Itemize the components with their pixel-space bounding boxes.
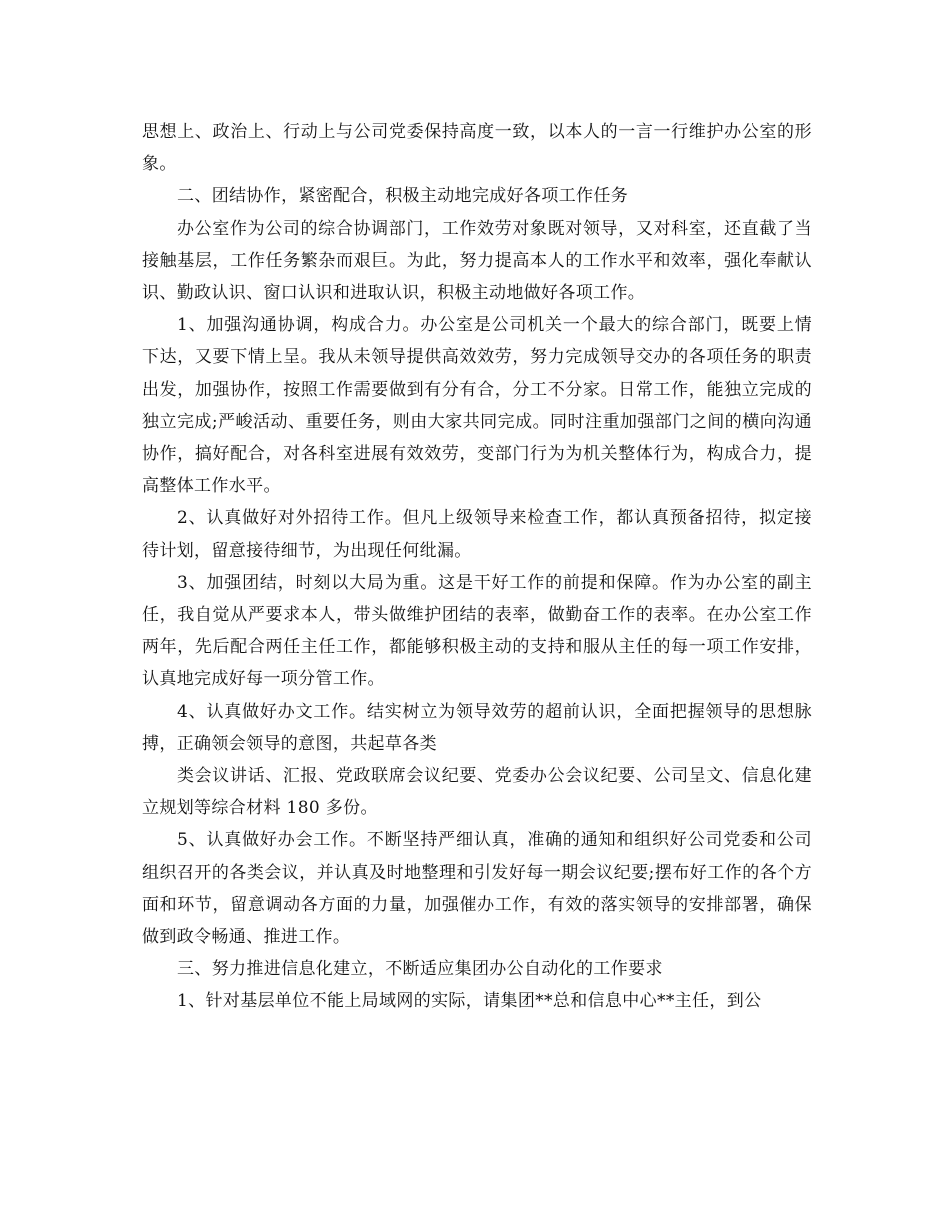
paragraph: 5、认真做好办会工作。不断坚持严细认真，准确的通知和组织好公司党委和公司组织召开的各类会议，并认真及时地整理和引发好每一期会议纪要;摆布好工作的各个方面和环节，留意调动各方面的力量，加强催办工作，有效的落实领导的安排部署，确保做到政令畅通、推进工作。 bbox=[142, 830, 812, 948]
paragraph: 1、加强沟通协调，构成合力。办公室是公司机关一个最大的综合部门，既要上情下达，又要下情上呈。我从未领导提供高效效劳，努力完成领导交办的各项任务的职责出发，加强协作，按照工作需要做到有分有合，分工不分家。日常工作，能独立完成的独立完成;严峻活动、重要任务，则由大家共同完成。同时注重加强部门之间的横向沟通协作，搞好配合，对各科室进展有效效劳，变部门行为为机关整体行为，构成合力，提高整体工作水平。 bbox=[142, 315, 812, 497]
section-heading: 三、努力推进信息化建立，不断适应集团办公自动化的工作要求 bbox=[177, 959, 663, 980]
paragraph: 思想上、政治上、行动上与公司党委保持高度一致，以本人的一言一行维护办公室的形象。 bbox=[142, 122, 812, 175]
paragraph: 1、针对基层单位不能上局域网的实际，请集团**总和信息中心**主任，到公 bbox=[177, 991, 762, 1012]
section-heading: 二、团结协作，紧密配合，积极主动地完成好各项工作任务 bbox=[177, 186, 629, 207]
paragraph: 2、认真做好对外招待工作。但凡上级领导来检查工作，都认真预备招待，拟定接待计划，留意接待细节，为出现任何纰漏。 bbox=[142, 508, 812, 561]
paragraph: 4、认真做好办文工作。结实树立为领导效劳的超前认识，全面把握领导的思想脉搏，正确领会领导的意图，共起草各类 bbox=[142, 701, 812, 754]
paragraph: 类会议讲话、汇报、党政联席会议纪要、党委办公会议纪要、公司呈文、信息化建立规划等综合材料 180 多份。 bbox=[142, 766, 812, 819]
paragraph: 办公室作为公司的综合协调部门，工作效劳对象既对领导，又对科室，还直截了当接触基层，工作任务繁杂而艰巨。为此，努力提高本人的工作水平和效率，强化奉献认识、勤政认识、窗口认识和进取认识，积极主动地做好各项工作。 bbox=[142, 218, 812, 304]
paragraph: 3、加强团结，时刻以大局为重。这是干好工作的前提和保障。作为办公室的副主任，我自觉从严要求本人，带头做维护团结的表率，做勤奋工作的表率。在办公室工作两年，先后配合两任主任工作，都能够积极主动的支持和服从主任的每一项工作安排，认真地完成好每一项分管工作。 bbox=[142, 572, 812, 690]
document-body bbox=[142, 116, 812, 1018]
